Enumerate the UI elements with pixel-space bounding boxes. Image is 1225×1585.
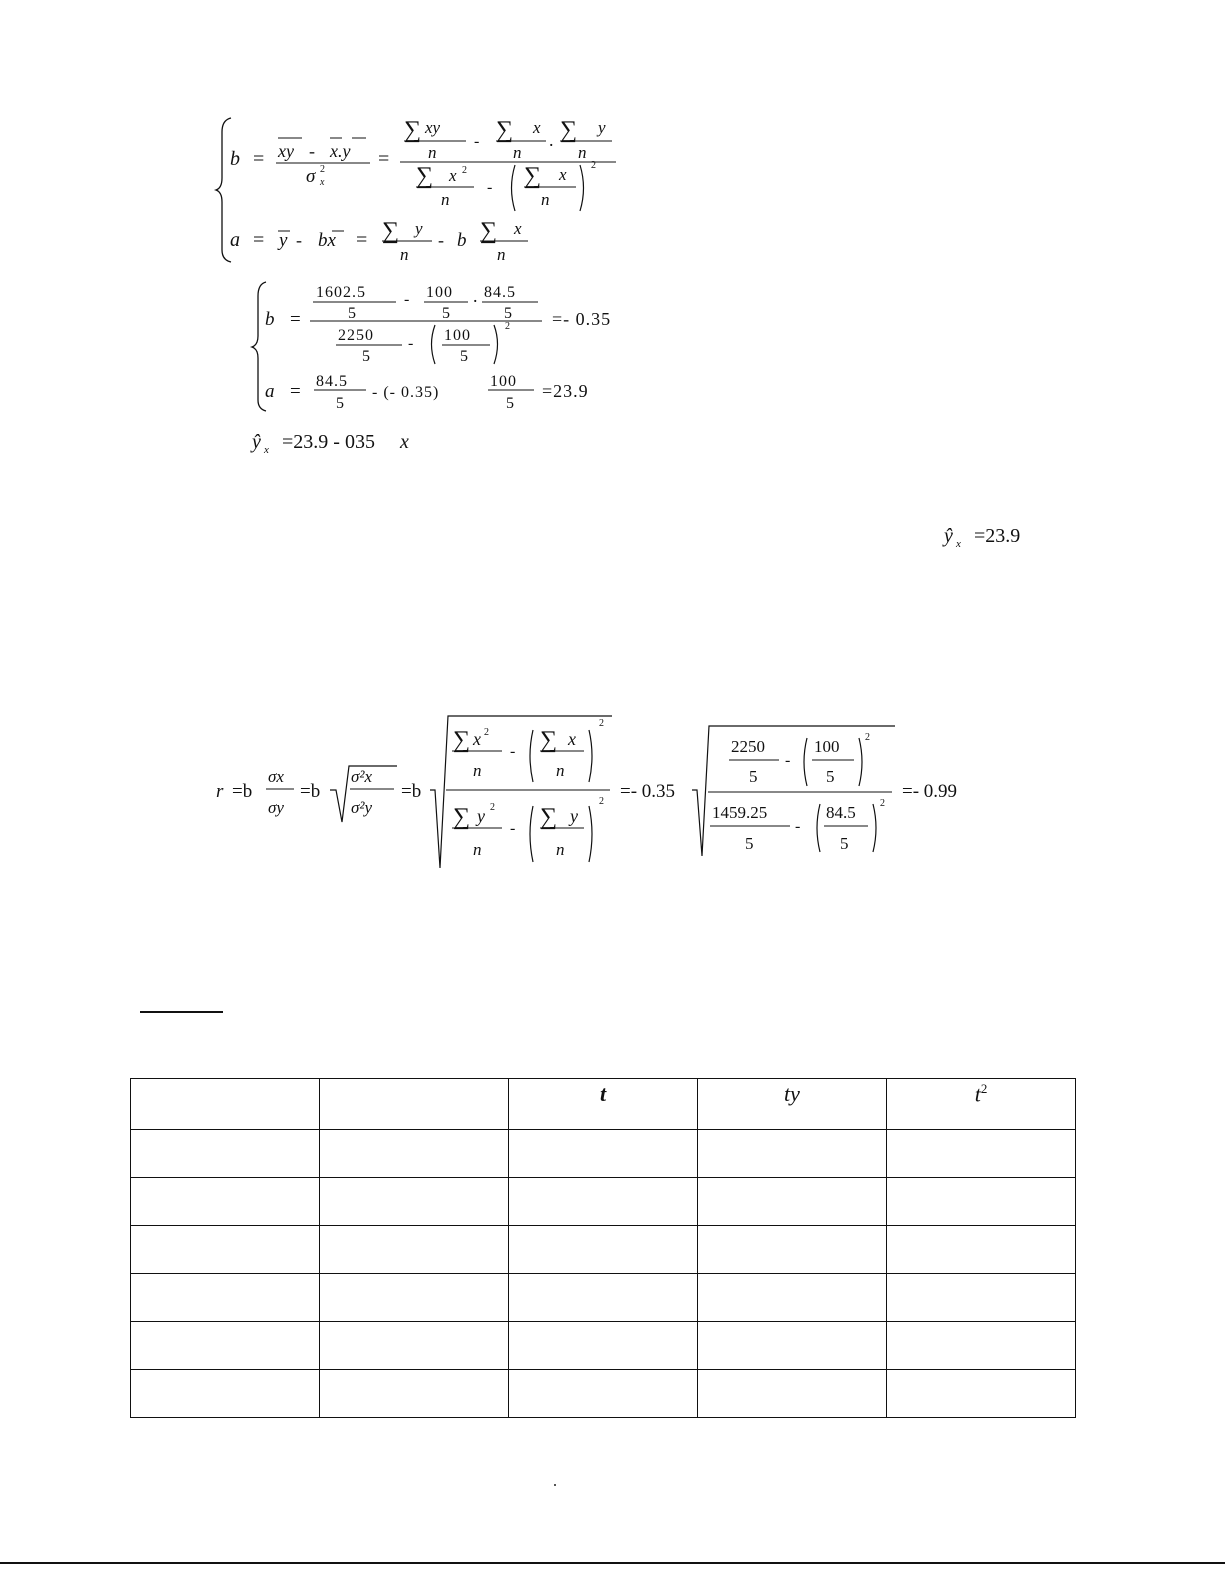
header-cell-t-squared: $t^2$ [887,1079,1076,1130]
svg-text:5: 5 [362,348,370,365]
table-row [131,1226,1076,1274]
svg-text:2: 2 [484,727,489,738]
svg-text:n: n [441,190,450,209]
xbar-ybar: x.y [330,141,351,161]
sigma-x-squared: σ [306,166,316,187]
svg-text:-: - [795,818,801,835]
svg-text:x: x [559,165,567,184]
svg-text:x: x [473,729,481,749]
svg-text:n: n [513,143,522,162]
svg-text:∑: ∑ [480,218,498,244]
header-cell-2 [320,1079,509,1130]
svg-text:2: 2 [490,802,495,813]
svg-text:-: - [438,230,444,250]
svg-text:x: x [956,538,961,550]
svg-text:-: - [487,179,493,196]
svg-text:2: 2 [865,732,870,743]
b-label: b [230,148,240,170]
svg-text:2: 2 [599,718,604,729]
svg-text:2250: 2250 [338,327,374,344]
svg-text:5: 5 [460,348,468,365]
svg-text:b: b [457,230,467,251]
svg-text:∑: ∑ [540,804,558,830]
b-result: =- 0.35 [552,309,612,329]
svg-text:b: b [265,309,275,330]
svg-text:=23.9 - 035: =23.9 - 035 [282,431,375,453]
estimate-value [942,525,1020,550]
svg-text:σy: σy [268,798,284,817]
svg-text:=23.9: =23.9 [974,525,1021,547]
svg-text:y: y [279,230,288,251]
svg-text:.: . [549,130,554,150]
general-formula-system [216,117,616,264]
svg-text:r: r [216,781,224,802]
svg-text:84.5: 84.5 [484,284,516,301]
svg-text:5: 5 [840,834,849,853]
table-header-row [131,1079,1076,1130]
svg-text:n: n [541,190,550,209]
svg-text:∑: ∑ [453,727,471,753]
svg-text:-: - [785,752,791,769]
svg-text:n: n [473,761,482,780]
svg-text:x: x [514,219,522,238]
svg-text:y: y [598,118,606,137]
numeric-substitution-system [252,282,611,412]
svg-text:-: - [408,335,414,352]
svg-text:n: n [428,143,437,162]
svg-text:-: - [474,133,480,150]
svg-text:x: x [449,166,457,185]
svg-text:2: 2 [505,321,510,332]
data-table [130,1078,1076,1418]
a-result: =23.9 [542,381,589,401]
svg-text:=- 0.35: =- 0.35 [620,781,676,802]
svg-text:n: n [556,840,565,859]
svg-text:∑: ∑ [560,117,578,143]
svg-text:x: x [533,118,541,137]
svg-text:5: 5 [506,395,514,412]
svg-text:y: y [570,806,578,826]
svg-text:x: x [400,431,409,453]
svg-text:x: x [320,177,325,188]
svg-text:5: 5 [826,767,835,786]
svg-text:=b: =b [300,781,321,802]
svg-text:σ²x: σ²x [351,767,373,786]
svg-text:∑: ∑ [496,117,514,143]
svg-text:=: = [253,229,265,251]
equals-1: = [253,148,265,170]
svg-text:=b: =b [232,781,253,802]
svg-text:-: - [510,743,516,760]
svg-text:2: 2 [462,165,467,176]
svg-text:x: x [568,729,576,749]
svg-text:a: a [265,381,275,402]
svg-text:- (- 0.35): - (- 0.35) [372,384,440,401]
xy-bar: xy [278,141,294,161]
svg-text:5: 5 [504,305,512,322]
svg-text:.: . [473,286,478,306]
left-brace [216,118,231,262]
svg-text:2: 2 [599,796,604,807]
svg-text:=: = [290,381,301,402]
correlation-result: =- 0.99 [902,781,958,802]
svg-text:2250: 2250 [731,737,765,756]
minus-1: - [309,141,315,161]
table-row [131,1274,1076,1322]
page-mark [554,1484,556,1486]
table-row [131,1322,1076,1370]
svg-text:100: 100 [814,737,840,756]
section-heading-underline [140,1011,223,1013]
svg-text:=b: =b [401,781,422,802]
svg-text:σ²y: σ²y [351,798,373,817]
svg-text:5: 5 [336,395,344,412]
svg-text:2: 2 [320,164,325,175]
svg-text:n: n [400,245,409,264]
svg-text:n: n [556,761,565,780]
svg-text:=: = [290,309,301,330]
svg-text:84.5: 84.5 [826,803,856,822]
svg-text:5: 5 [442,305,450,322]
sum-symbol: ∑ [404,117,422,143]
regression-equation [250,431,409,456]
svg-text:1602.5: 1602.5 [316,284,366,301]
svg-text:σx: σx [268,767,284,786]
svg-text:∑: ∑ [453,804,471,830]
svg-text:bx: bx [318,230,336,251]
header-cell-ty: ty [698,1079,887,1130]
svg-text:-: - [296,230,302,250]
svg-text:xy: xy [425,118,441,137]
svg-text:y: y [415,219,423,238]
svg-text:5: 5 [348,305,356,322]
correlation-formula [216,716,957,868]
equals-2: = [378,148,390,170]
svg-text:∑: ∑ [382,218,400,244]
svg-text:100: 100 [426,284,453,301]
left-brace-2 [252,282,266,411]
a-label: a [230,229,240,251]
svg-text:∑: ∑ [416,163,434,189]
svg-text:5: 5 [749,767,758,786]
svg-text:ŷ: ŷ [944,525,953,547]
svg-text:=: = [356,229,368,251]
svg-text:∑: ∑ [540,727,558,753]
svg-text:-: - [404,291,410,308]
svg-text:1459.25: 1459.25 [712,803,768,822]
svg-text:84.5: 84.5 [316,373,348,390]
header-cell-t: t [509,1079,698,1130]
svg-text:100: 100 [444,327,471,344]
table-row [131,1178,1076,1226]
header-cell-1 [131,1079,320,1130]
svg-text:∑: ∑ [524,163,542,189]
svg-text:y: y [477,806,485,826]
svg-text:2: 2 [880,798,885,809]
table-row [131,1370,1076,1418]
svg-text:n: n [473,840,482,859]
svg-text:ŷ: ŷ [252,431,261,453]
svg-text:-: - [510,820,516,837]
footer-rule [0,1562,1225,1564]
svg-text:n: n [578,143,587,162]
table-row [131,1130,1076,1178]
svg-text:x: x [264,444,269,456]
svg-text:100: 100 [490,373,517,390]
svg-text:5: 5 [745,834,754,853]
svg-text:n: n [497,245,506,264]
svg-text:2: 2 [591,160,596,171]
